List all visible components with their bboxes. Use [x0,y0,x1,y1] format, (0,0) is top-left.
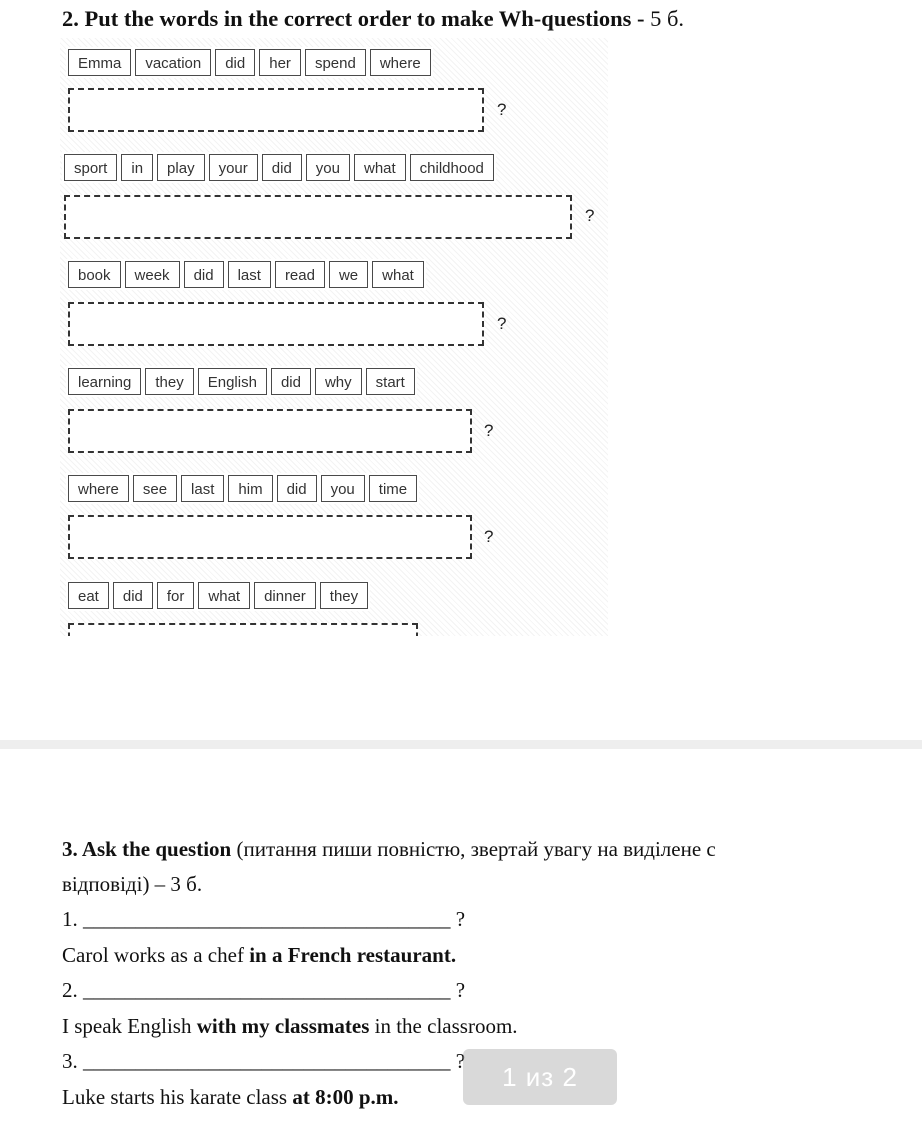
question-mark: ? [450,1049,466,1073]
highlighted-part: with my classmates [196,1014,370,1038]
word-tile[interactable]: him [228,475,272,502]
answer-blank: ___________________________________ [83,978,451,1002]
page-indicator: 1 из 2 [463,1049,617,1105]
answer-sentence [62,943,456,968]
word-tile[interactable]: see [133,475,177,502]
word-tile[interactable]: eat [68,582,109,609]
word-tile[interactable]: play [157,154,205,181]
word-tile[interactable]: your [209,154,258,181]
word-tile[interactable]: why [315,368,362,395]
word-tile[interactable]: sport [64,154,117,181]
word-tile[interactable]: for [157,582,195,609]
word-tile[interactable]: we [329,261,368,288]
word-tile[interactable]: her [259,49,301,76]
answer-drop-box[interactable] [68,515,472,559]
question-mark: ? [484,421,494,440]
question-number: 3. [62,1049,78,1073]
task2-points: 5 б. [644,6,685,31]
page-divider [0,740,922,749]
word-tile[interactable]: did [277,475,317,502]
answer-drop-box[interactable] [64,195,572,239]
answer-drop-box[interactable] [68,88,484,132]
word-tile[interactable]: what [372,261,424,288]
question-line [62,1049,465,1074]
question-mark: ? [484,527,494,546]
word-tile[interactable]: childhood [410,154,494,181]
word-tile[interactable]: did [215,49,255,76]
word-tile[interactable]: time [369,475,417,502]
answer-drop-box[interactable] [68,302,484,346]
task3-heading-line2: відповіді) – 3 б. [62,872,203,896]
word-tile[interactable]: start [366,368,415,395]
highlighted-part: in a French restaurant. [249,943,457,967]
word-tile[interactable]: English [198,368,267,395]
answer-drop-box[interactable] [68,623,418,636]
word-tiles-row [68,49,431,76]
sentence-text: Luke starts his karate class [62,1085,293,1109]
question-number: 2. [62,978,78,1002]
question-mark: ? [450,978,466,1002]
question-mark: ? [497,100,507,119]
word-tile[interactable]: learning [68,368,141,395]
sentence-text: in the classroom. [369,1014,518,1038]
word-tile[interactable]: in [121,154,153,181]
question-mark: ? [497,314,507,333]
word-tile[interactable]: what [198,582,250,609]
question-mark: ? [450,907,466,931]
word-tile[interactable]: they [145,368,193,395]
word-tile[interactable]: what [354,154,406,181]
word-tile[interactable]: book [68,261,121,288]
task3-heading [62,837,716,862]
answer-blank: ___________________________________ [83,1049,451,1073]
word-tiles-row [68,582,368,609]
word-tile[interactable]: where [68,475,129,502]
word-tile[interactable]: week [125,261,180,288]
word-tile[interactable]: did [271,368,311,395]
task3-instructions: (питання пиши повністю, звертай увагу на виділене с [231,837,716,861]
word-tile[interactable]: did [113,582,153,609]
word-tiles-row [64,154,494,181]
answer-drop-box[interactable] [68,409,472,453]
word-tile[interactable]: you [306,154,350,181]
word-tile[interactable]: read [275,261,325,288]
word-tile[interactable]: Emma [68,49,131,76]
highlighted-part: at 8:00 p.m. [292,1085,399,1109]
word-tiles-row [68,368,415,395]
word-tile[interactable]: vacation [135,49,211,76]
task2-title: 2. Put the words in the correct order to make Wh-questions - [62,6,645,31]
sentence-text: Carol works as a chef [62,943,250,967]
answer-blank: ___________________________________ [83,907,451,931]
word-tile[interactable]: where [370,49,431,76]
question-number: 1. [62,907,78,931]
question-line [62,978,465,1003]
word-tile[interactable]: did [184,261,224,288]
sentence-text: I speak English [62,1014,197,1038]
word-tiles-row [68,475,417,502]
answer-sentence [62,1085,399,1110]
task2-heading [62,6,684,32]
word-tile[interactable]: they [320,582,368,609]
word-tiles-row [68,261,424,288]
answer-sentence [62,1014,518,1039]
word-tile[interactable]: last [228,261,271,288]
word-tile[interactable]: spend [305,49,366,76]
question-mark: ? [585,206,595,225]
word-tile[interactable]: did [262,154,302,181]
task3-title: 3. Ask the question [62,837,232,861]
word-tile[interactable]: last [181,475,224,502]
question-line [62,907,465,932]
word-tile[interactable]: dinner [254,582,316,609]
word-order-exercise [60,38,608,636]
word-tile[interactable]: you [321,475,365,502]
